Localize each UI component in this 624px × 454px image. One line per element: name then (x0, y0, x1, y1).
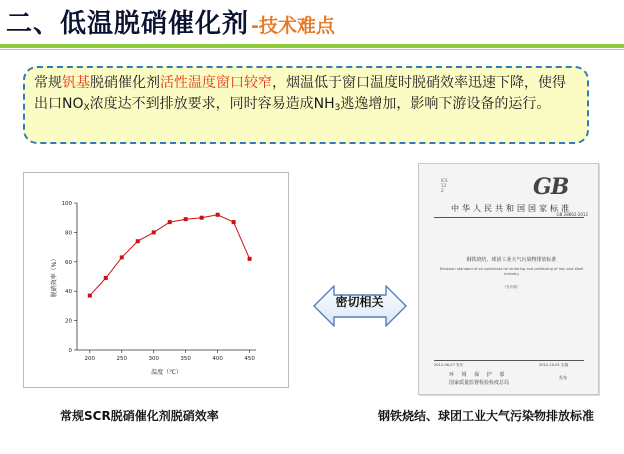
doc-authority-1: 环 境 保 护 部 (449, 372, 508, 378)
doc-authority-2: 国家质量监督检验检疫总局 (449, 380, 510, 386)
chart-frame (23, 172, 289, 388)
data-point (168, 220, 172, 224)
header-rule (0, 44, 624, 48)
efficiency-chart (24, 173, 288, 387)
x-tick-label: 250 (116, 356, 127, 362)
y-tick-label: 0 (68, 348, 72, 354)
data-point (232, 220, 236, 224)
callout-subscript: 3 (334, 103, 341, 113)
doc-standard-line: 中华人民共和国国家标准 (451, 204, 572, 213)
callout-subscript: X (83, 103, 90, 113)
data-point (136, 239, 140, 243)
x-tick-label: 350 (180, 356, 191, 362)
callout-highlight: 钒基 (62, 75, 90, 91)
doc-title-cn: 钢铁烧结、球团工业大气污染物排放标准 (466, 257, 557, 263)
y-tick-label: 40 (65, 289, 72, 296)
gb-logo: GB (533, 174, 569, 200)
data-point (248, 257, 252, 261)
callout-text: 常规 (34, 75, 62, 91)
y-ticks (62, 201, 78, 354)
data-points (88, 213, 252, 298)
callout-box (23, 66, 589, 144)
series-line (90, 215, 250, 296)
doc-gb-number: GB 28662-2012 (556, 212, 588, 217)
data-point (184, 217, 188, 221)
doc-draft: （发布稿） (502, 285, 521, 289)
doc-ics: ICS 13 Z (441, 178, 448, 193)
x-ticks (85, 350, 256, 362)
page-title (6, 6, 335, 40)
document-caption: 钢铁烧结、球团工业大气污染物排放标准 (378, 409, 595, 423)
y-tick-label: 80 (65, 230, 72, 237)
doc-publish: 发布 (559, 375, 567, 380)
doc-issued: 2012-06-27 发布 (434, 363, 464, 367)
data-point (216, 213, 220, 217)
doc-effective: 2012-10-01 实施 (539, 363, 569, 367)
data-point (104, 276, 108, 280)
x-tick-label: 400 (212, 356, 223, 362)
arrow-label: 密切相关 (335, 295, 384, 309)
x-axis-label: 温度（℃） (151, 369, 182, 376)
callout-text: ，烟温低于窗口温度时脱硝效率迅速下降，使得出口NO (34, 75, 566, 112)
doc-rule (434, 217, 584, 218)
data-point (200, 216, 204, 220)
standard-document (418, 163, 599, 395)
data-point (120, 255, 124, 259)
doc-header-small (441, 178, 448, 193)
y-axis-label: 脱硝效率（%） (51, 255, 58, 298)
y-tick-label: 100 (61, 201, 72, 207)
x-tick-label: 300 (148, 356, 159, 362)
callout-text: 逃逸增加，影响下游设备的运行。 (340, 96, 551, 112)
y-tick-label: 60 (65, 259, 72, 266)
title-subtitle: -技术难点 (251, 15, 335, 37)
callout-text: 脱硝催化剂 (90, 75, 160, 91)
callout-text: 浓度达不到排放要求，同时容易造成NH (89, 96, 335, 112)
chart-caption: 常规SCR脱硝催化剂脱硝效率 (60, 409, 219, 423)
y-tick-label: 20 (65, 318, 72, 325)
title-main: 二、低温脱硝催化剂 (6, 9, 250, 39)
x-tick-label: 450 (244, 356, 255, 362)
doc-title-en: Emission standard of air pollutants for sintering and pelletizing of iron and steel industry (439, 267, 584, 276)
callout-highlight: 活性温度窗口较窄 (160, 75, 272, 91)
data-point (152, 230, 156, 234)
data-point (88, 294, 92, 298)
header-rule-thin (0, 49, 624, 50)
doc-rule (434, 360, 584, 361)
x-tick-label: 200 (84, 356, 96, 362)
